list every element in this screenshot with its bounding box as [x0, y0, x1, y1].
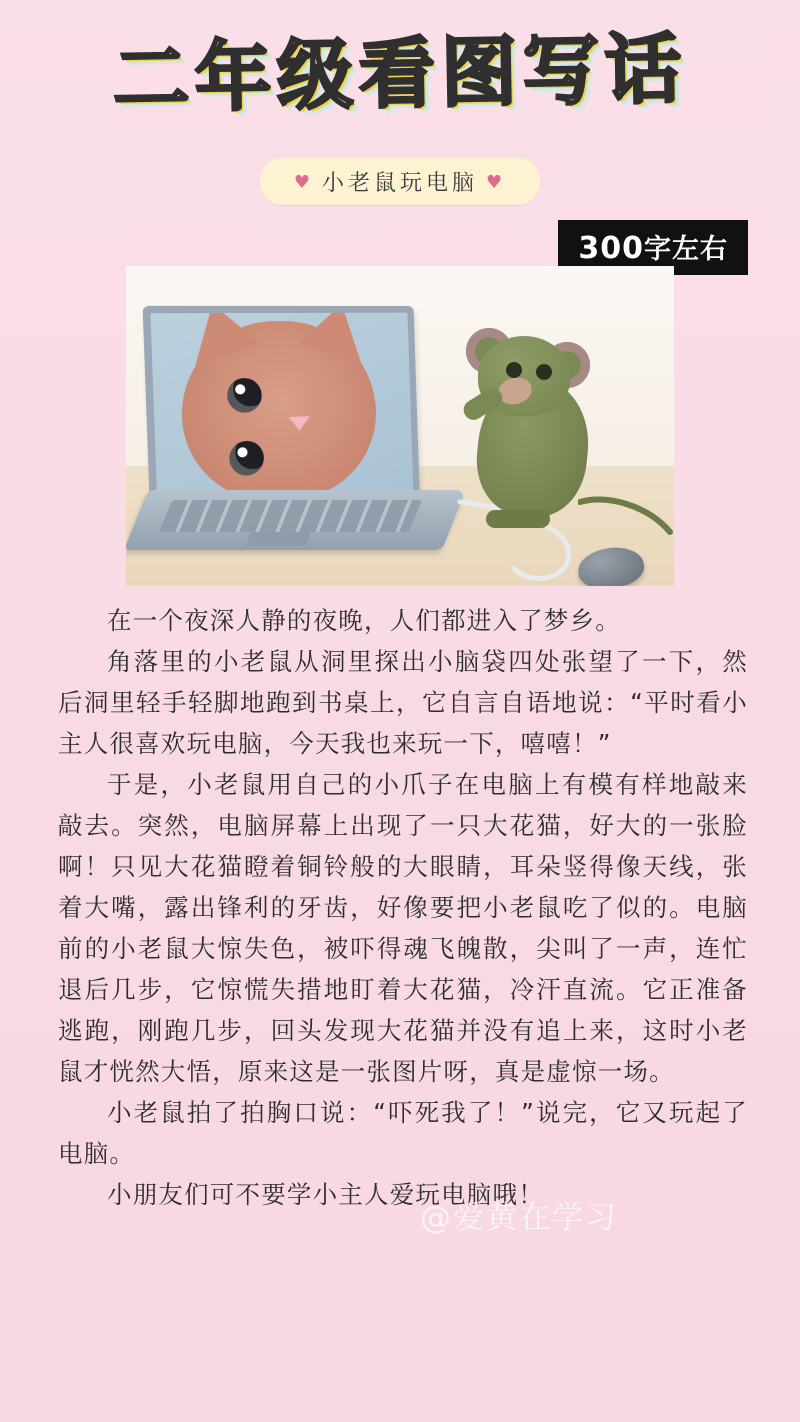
laptop-keys — [159, 500, 422, 532]
article-body — [58, 600, 748, 1215]
cat-eye-left — [227, 378, 263, 414]
article-paragraph: 角落里的小老鼠从洞里探出小脑袋四处张望了一下，然后洞里轻手轻脚地跑到书桌上，它自言自语地说：“平时看小主人很喜欢玩电脑，今天我也来玩一下，嘻嘻！” — [58, 647, 748, 758]
laptop-screen — [150, 313, 413, 512]
cat-face-icon — [179, 321, 379, 506]
watermark: @爱黄在学习 — [420, 1200, 618, 1236]
cat-ear-right — [298, 313, 373, 362]
word-count-number: 300 — [578, 231, 644, 266]
article-paragraph: 在一个夜深人静的夜晚，人们都进入了梦乡。 — [107, 606, 621, 635]
laptop-keyboard-base — [126, 490, 466, 550]
laptop-icon — [143, 306, 420, 520]
heart-icon-left: ♥ — [293, 172, 314, 193]
subtitle-text: 小老鼠玩电脑 — [321, 171, 478, 196]
cat-eye-right — [229, 440, 265, 476]
laptop-trackpad — [245, 532, 311, 546]
mouse-character-tail — [578, 492, 674, 538]
subtitle-pill — [260, 158, 540, 205]
mouse-character-foot — [486, 510, 550, 528]
page-title: 二年级看图写话 — [112, 23, 688, 124]
cat-nose — [288, 416, 310, 431]
article-paragraph: 小朋友们可不要学小主人爱玩电脑哦！ — [107, 1180, 544, 1209]
cat-ear-left — [178, 313, 261, 365]
article-paragraph: 于是，小老鼠用自己的小爪子在电脑上有模有样地敲来敲去。突然，电脑屏幕上出现了一只大花猫，好大的一张脸啊！只见大花猫瞪着铜铃般的大眼睛，耳朵竖得像天线，张着大嘴，露出锋利的牙齿，好像要把小老鼠吃了似的。电脑前的小老鼠大惊失色，被吓得魂飞魄散，尖叫了一声，连忙退后几步，它惊慌失措地盯着大花猫，冷汗直流。它正准备逃跑，刚跑几步，回头发现大花猫并没有追上来，这时小老鼠才恍然大悟，原来这是一张图片呀，真是虚惊一场。 — [58, 770, 748, 1086]
illustration-image — [126, 266, 674, 586]
heart-icon-right: ♥ — [486, 172, 507, 193]
title-block — [0, 23, 800, 124]
mouse-character-eye-right — [536, 364, 552, 380]
word-count-suffix: 字左右 — [644, 234, 728, 265]
subtitle-block — [0, 158, 800, 205]
mouse-character-eye-left — [506, 362, 522, 378]
article-paragraph: 小老鼠拍了拍胸口说：“吓死我了！”说完，它又玩起了电脑。 — [58, 1098, 748, 1168]
